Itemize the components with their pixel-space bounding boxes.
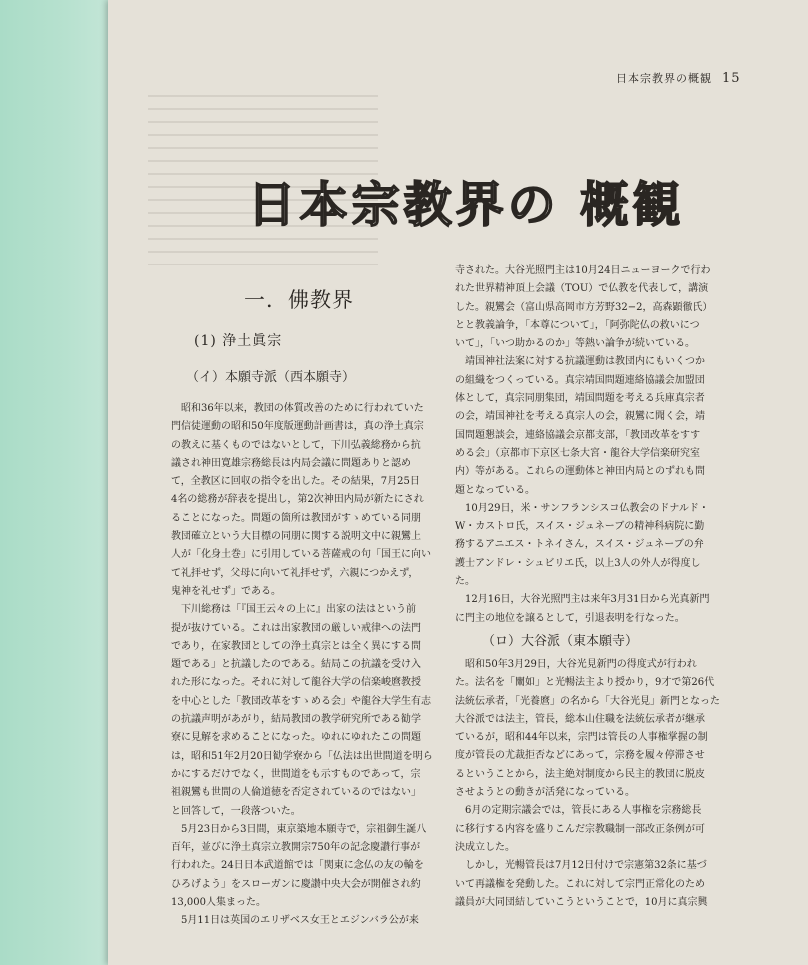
subsection-heading-jodo-shinshu: (1) 浄土眞宗 bbox=[194, 333, 283, 349]
text-line: 下川総務は「『国王云々の上に』出家の法はという前 bbox=[181, 604, 416, 616]
page-edge-background bbox=[0, 0, 110, 965]
text-line: ることになった。問題の箇所は教団がすゝめている同朋 bbox=[171, 512, 421, 524]
text-line: と回答して，一段落ついた。 bbox=[171, 805, 301, 817]
text-line: 4名の総務が辞表を提出し，第2次神田内局が新たにされ bbox=[171, 494, 424, 506]
text-line: るということから，法主絶対制度から民主的教団に脱皮 bbox=[455, 768, 705, 780]
text-line: た。 bbox=[455, 576, 475, 588]
text-line: める会」（京都市下京区七条大宮・龍谷大学信楽研究室 bbox=[455, 447, 700, 459]
text-line: させようとの動きが活発になっている。 bbox=[455, 787, 635, 799]
text-line: 大谷派では法主，管長，総本山住職を法統伝承者が継承 bbox=[455, 713, 705, 725]
text-line: の教えに基くものではないとして，下川弘義総務から抗 bbox=[171, 439, 421, 451]
text-line: れた世界精神頂上会議（TOU）で仏教を代表して，講演 bbox=[455, 283, 709, 295]
text-line: 提が抜けている。これは出家教団の厳しい戒律への法門 bbox=[171, 622, 421, 634]
text-line: ているが，昭和44年以来，宗門は管長の人事権掌握の制 bbox=[455, 732, 708, 744]
text-line: いて再議権を発動した。これに対して宗門正常化のため bbox=[455, 878, 705, 890]
text-line: 議され神田寛雄宗務総長は内局会議に問題ありと認め bbox=[171, 457, 411, 469]
text-line: しかし，光暢管長は7月12日付けで宗憲第32条に基づ bbox=[465, 860, 707, 872]
text-line: 行われた。24日日本武道館では「関東に念仏の友の輪を bbox=[171, 860, 424, 872]
text-line: 5月23日から3日間，東京築地本願寺で，宗祖御生誕八 bbox=[181, 823, 427, 835]
running-header bbox=[616, 70, 741, 86]
text-line: かにするだけでなく，世間道をも示すものであって，宗 bbox=[171, 768, 421, 780]
text-line: 務するアニエス・トネイさん，スイス・ジュネーブの弁 bbox=[455, 539, 704, 551]
text-line: 祖親鸞も世間の人倫道徳を否定されているのではない」 bbox=[171, 787, 421, 799]
text-line: 内）等がある。これらの運動体と神田内局とのずれも問 bbox=[455, 466, 705, 478]
text-line: 決成立した。 bbox=[455, 841, 515, 853]
text-line: に移行する内容を盛りこんだ宗教職制一部改正条例が可 bbox=[455, 823, 705, 835]
text-line: 門信徒運動の昭和50年度版運動計画書は，真の浄土真宗 bbox=[171, 421, 424, 433]
text-line: した。親鸞会（富山県高岡市方芳野32−2，高森顕徹氏） bbox=[455, 301, 713, 313]
text-line: いて」，「いつ助かるのか」等熱い論争が続いている。 bbox=[455, 338, 695, 350]
document-page bbox=[108, 0, 808, 965]
text-line: 議員が大同団結していこうということで，10月に真宗興 bbox=[455, 896, 708, 908]
text-line: 護士アンドレ・シュビリエ氏，以上3人の外人が得度し bbox=[455, 557, 701, 569]
text-line: 13,000人集まった。 bbox=[171, 897, 266, 909]
text-line: 昭和36年以来，教団の体質改善のために行われていた bbox=[181, 403, 424, 414]
text-line: 百年，並びに浄土真宗立教開宗750年の記念慶讃行事が bbox=[171, 842, 421, 854]
text-line: 12月16日，大谷光照門主は来年3月31日から光真新門 bbox=[465, 594, 710, 606]
left-text-column bbox=[171, 400, 441, 931]
text-line: た。法名を「闡如」と光暢法主より授かり，9才で第26代 bbox=[455, 677, 715, 689]
text-line: の抗議声明があがり，結局教団の教学研究所である勧学 bbox=[171, 714, 421, 726]
text-line: ひろげよう」をスローガンに慶讃中央大会が開催され約 bbox=[171, 878, 421, 890]
text-line: て礼拝せず，父母に向いて礼拝せず，六親につかえず， bbox=[171, 567, 419, 579]
text-line: 鬼神を礼せず」である。 bbox=[171, 585, 281, 597]
running-title: 日本宗教界の概観 bbox=[616, 72, 712, 85]
section-heading: 一．佛教界 bbox=[244, 288, 354, 312]
text-line: 5月11日は英国のエリザベス女王とエジンバラ公が来 bbox=[181, 915, 419, 927]
text-line: 人が「化身土巻」に引用している菩薩戒の句「国王に向い bbox=[171, 549, 431, 561]
text-line: に門主の地位を譲るとして，引退表明を行なった。 bbox=[455, 612, 685, 624]
text-line: 6月の定期宗議会では，管長にある人事権を宗務総長 bbox=[465, 805, 702, 817]
text-line: 靖国神社法案に対する抗議運動は教団内にもいくつか bbox=[465, 356, 705, 368]
text-line: を中心とした「教団改革をすゝめる会」や龍谷大学生有志 bbox=[171, 695, 431, 707]
article-title: 日本宗教界の 概観 bbox=[247, 177, 685, 233]
subsection-heading-otani: （ロ）大谷派（東本願寺） bbox=[482, 634, 639, 649]
text-line: とと教義論争，「本尊について」，「阿弥陀仏の救いにつ bbox=[455, 319, 700, 331]
text-line: 題となっている。 bbox=[455, 484, 535, 496]
text-line: であり，在家教団としての浄土真宗とは全く異にする問 bbox=[171, 640, 421, 652]
subsection-heading-honganji: （イ）本願寺派（西本願寺） bbox=[186, 370, 356, 385]
right-text-column-bottom bbox=[455, 656, 745, 912]
text-line: 題である」と抗議したのである。結局この抗議を受け入 bbox=[171, 659, 421, 671]
text-line: 寺された。大谷光照門主は10月24日ニューヨークで行わ bbox=[455, 265, 711, 276]
page-number: 15 bbox=[722, 71, 741, 86]
text-line: W・カストロ氏，スイス・ジュネーブの精神科病院に勤 bbox=[455, 521, 705, 533]
text-line: 国問題懇談会，連絡協議会京都支部，「教団改革をすす bbox=[455, 429, 701, 441]
text-line: れた形になった。それに対して龍谷大学の信楽峻麿教授 bbox=[171, 677, 421, 689]
text-line: の会，靖国神社を考える真宗人の会，親鸞に聞く会，靖 bbox=[455, 411, 705, 423]
text-line: 法統伝承者，「光養麿」の名から「大谷光見」新門となった bbox=[455, 695, 720, 707]
text-line: 10月29日，米・サンフランシスコ仏教会のドナルド・ bbox=[465, 502, 709, 514]
text-line: て，全教区に回収の指令を出した。その結果，7月25日 bbox=[171, 476, 420, 488]
text-line: は，昭和51年2月20日勧学寮から「仏法は出世間道を明ら bbox=[171, 750, 433, 762]
right-text-column-top bbox=[455, 262, 745, 628]
text-line: 体として，真宗同朋集団，靖国問題を考える兵庫真宗者 bbox=[455, 393, 705, 405]
text-line: の組織をつくっている。真宗靖国問題連絡協議会加盟団 bbox=[455, 374, 705, 386]
text-line: 寮に見解を求めることになった。ゆれにゆれたこの問題 bbox=[171, 732, 421, 744]
text-line: 教団確立という大目標の同朋に関する説明文中に親鸞上 bbox=[171, 531, 421, 543]
text-line: 昭和50年3月29日，大谷光見新門の得度式が行われ bbox=[465, 659, 697, 670]
text-line: 度が管長の尤裁拒否などにあって，宗務を履々停滞させ bbox=[455, 750, 705, 762]
